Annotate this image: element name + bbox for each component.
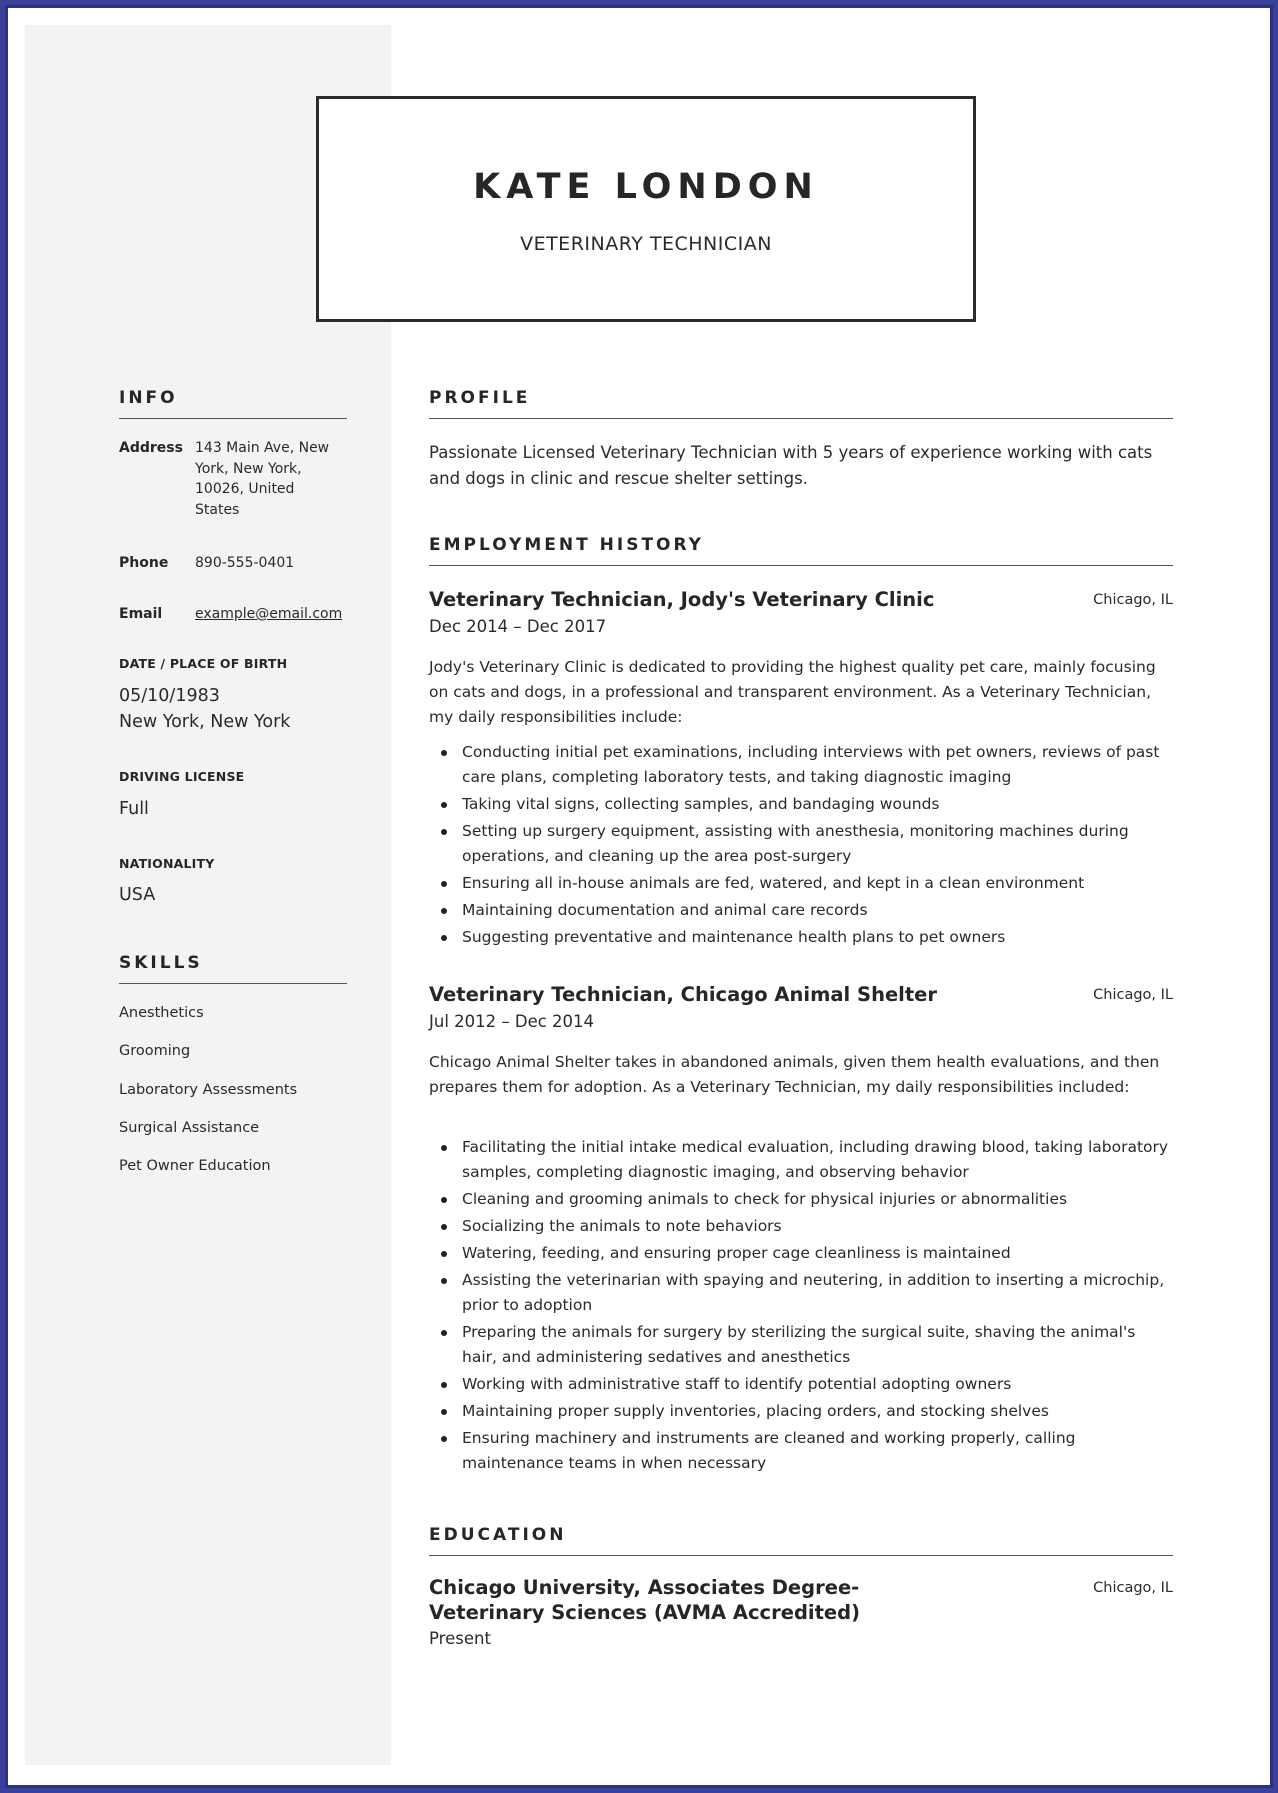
job-title: Veterinary Technician, Chicago Animal Shelter: [429, 983, 938, 1006]
dob-label: DATE / PLACE OF BIRTH: [119, 656, 288, 671]
address-line: 143 Main Ave, New: [195, 440, 330, 456]
address-label: Address: [119, 440, 183, 456]
email-label: Email: [119, 606, 163, 622]
profile-text: Passionate Licensed Veterinary Technician with 5 years of experience working with cats and dogs in clinic and rescue shelter settings.: [429, 443, 1153, 488]
list-item: Assisting the veterinarian with spaying and neutering, in addition to inserting a microchip, prior to adoption: [429, 1268, 1173, 1318]
list-item: Maintaining proper supply inventories, placing orders, and stocking shelves: [429, 1399, 1173, 1424]
license-value: Full: [119, 799, 149, 819]
job-dates: Jul 2012 – Dec 2014: [429, 1012, 595, 1031]
nationality-label: NATIONALITY: [119, 856, 215, 871]
list-item: Preparing the animals for surgery by sterilizing the surgical suite, shaving the animal's hair, and administering sedatives and anesthetics: [429, 1320, 1173, 1370]
skill-item: Surgical Assistance: [119, 1120, 260, 1136]
education-location: Chicago, IL: [1093, 1580, 1173, 1596]
list-item: Maintaining documentation and animal care records: [429, 898, 1173, 923]
job-location: Chicago, IL: [1093, 592, 1173, 608]
list-item: Ensuring all in-house animals are fed, watered, and kept in a clean environment: [429, 871, 1173, 896]
resume-page: [25, 25, 1242, 1785]
profile-heading: PROFILE: [429, 388, 1173, 419]
list-item: Setting up surgery equipment, assisting with anesthesia, monitoring machines during operations, and cleaning up the area post-surgery: [429, 819, 1173, 869]
dob-value: 05/10/1983: [119, 686, 220, 706]
job-location: Chicago, IL: [1093, 987, 1173, 1003]
list-item: Working with administrative staff to identify potential adopting owners: [429, 1372, 1173, 1397]
page-border: [5, 5, 1273, 1788]
phone-label: Phone: [119, 555, 169, 571]
job-description: Chicago Animal Shelter takes in abandoned animals, given them health evaluations, and then prepares them for adoption. As a Veterinary Technician, my daily responsibilities included:: [429, 1053, 1160, 1096]
phone-value: 890-555-0401: [195, 555, 295, 571]
job-title: Veterinary Technician, Jody's Veterinary Clinic: [429, 588, 935, 611]
list-item: Conducting initial pet examinations, including interviews with pet owners, reviews of past care plans, completing laboratory tests, and taking diagnostic imaging: [429, 740, 1173, 790]
skill-item: Pet Owner Education: [119, 1158, 271, 1174]
list-item: Facilitating the initial intake medical evaluation, including drawing blood, taking laboratory samples, completing diagnostic imaging, and observing behavior: [429, 1135, 1173, 1185]
address-value: [195, 438, 355, 520]
list-item: Cleaning and grooming animals to check for physical injuries or abnormalities: [429, 1187, 1173, 1212]
email-link[interactable]: example@email.com: [195, 606, 343, 622]
candidate-name: KATE LONDON: [473, 167, 819, 207]
list-item: Taking vital signs, collecting samples, and bandaging wounds: [429, 792, 1173, 817]
skill-item: Grooming: [119, 1043, 191, 1059]
education-school: Chicago University, Associates Degree- Veterinary Sciences (AVMA Accredited): [429, 1576, 860, 1624]
job-description: Jody's Veterinary Clinic is dedicated to providing the highest quality pet care, mainly focusing on cats and dogs, in a professional and transparent environment. As a Veterinary Technician, my daily responsibilities include:: [429, 658, 1156, 726]
address-line: States: [195, 501, 240, 518]
name-header-box: [316, 96, 976, 322]
license-label: DRIVING LICENSE: [119, 769, 245, 784]
list-item: Socializing the animals to note behaviors: [429, 1214, 1173, 1239]
education-heading: EDUCATION: [429, 1525, 1173, 1556]
address-line: 10026, United: [195, 481, 295, 497]
education-dates: Present: [429, 1629, 491, 1648]
job-dates: Dec 2014 – Dec 2017: [429, 617, 607, 636]
address-line: York, New York,: [195, 460, 302, 477]
skill-item: Anesthetics: [119, 1005, 204, 1021]
skill-item: Laboratory Assessments: [119, 1082, 298, 1098]
job-responsibilities: [429, 1135, 1173, 1478]
info-heading: INFO: [119, 388, 347, 419]
employment-heading: EMPLOYMENT HISTORY: [429, 535, 1173, 566]
birthplace-value: New York, New York: [119, 712, 291, 732]
nationality-value: USA: [119, 885, 156, 905]
job-title-header: VETERINARY TECHNICIAN: [520, 233, 772, 255]
list-item: Watering, feeding, and ensuring proper cage cleanliness is maintained: [429, 1241, 1173, 1266]
list-item: Suggesting preventative and maintenance health plans to pet owners: [429, 925, 1173, 950]
job-responsibilities: [429, 740, 1173, 952]
list-item: Ensuring machinery and instruments are cleaned and working properly, calling maintenance teams in when necessary: [429, 1426, 1173, 1476]
skills-heading: SKILLS: [119, 953, 347, 984]
